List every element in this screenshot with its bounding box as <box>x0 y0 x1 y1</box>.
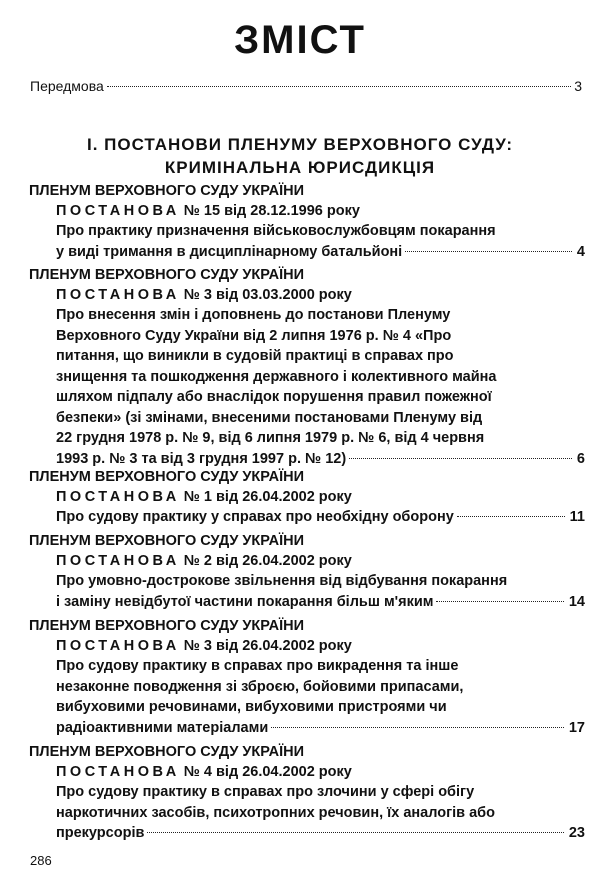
resolution-word: ПОСТАНОВА <box>56 553 180 569</box>
description-line: шляхом підпалу або внаслідок порушення правил пожежної <box>56 389 492 405</box>
description-line: вибуховими речовинами, вибуховими пристроями чи <box>56 699 447 715</box>
description-last-line <box>56 592 585 613</box>
entry-page-number: 23 <box>568 825 585 841</box>
court-name: ПЛЕНУМ ВЕРХОВНОГО СУДУ УКРАЇНИ <box>29 744 305 760</box>
description-last-line <box>56 718 585 739</box>
description-line: наркотичних засобів, психотропних речовин, їх аналогів або <box>56 804 495 821</box>
court-name: ПЛЕНУМ ВЕРХОВНОГО СУДУ УКРАЇНИ <box>29 267 305 283</box>
description-line: і заміну невідбутої частини покарання більш м'яким <box>56 593 434 610</box>
description-line: Верховного Суду України від 2 липня 1976 р. № 4 «Про <box>56 327 452 344</box>
entry-description <box>29 221 585 262</box>
resolution-word: ПОСТАНОВА <box>56 764 180 780</box>
entry-description <box>29 656 585 738</box>
entry-page-number: 6 <box>576 450 585 467</box>
description-last-line <box>56 507 585 528</box>
resolution-heading <box>29 201 585 221</box>
resolution-word: ПОСТАНОВА <box>56 287 180 303</box>
dot-leader <box>349 458 572 459</box>
entry-description <box>29 507 585 528</box>
toc-entry[interactable] <box>29 265 585 469</box>
description-line: Про умовно-дострокове звільнення від відбування покарання <box>56 573 508 589</box>
description-line: знищення та пошкодження державного і колективного майна <box>56 368 497 385</box>
description-line: Про судову практику в справах про злочини у сфері обігу <box>56 784 475 800</box>
entry-page-number: 17 <box>568 719 585 736</box>
resolution-word: ПОСТАНОВА <box>56 638 180 654</box>
description-last-line <box>56 242 585 263</box>
page-number: 286 <box>30 853 52 868</box>
dot-leader <box>457 516 565 517</box>
entry-page-number: 11 <box>569 509 585 525</box>
description-line: Про судову практику в справах про викрадення та інше <box>56 658 459 674</box>
resolution-details: № 4 від 26.04.2002 року <box>179 764 352 780</box>
description-last-line <box>56 449 585 470</box>
toc-entry[interactable] <box>29 742 585 844</box>
description-line: 1993 р. № 3 та від 3 грудня 1997 р. № 12) <box>56 450 347 467</box>
description-line: радіоактивними матеріалами <box>56 719 269 736</box>
resolution-heading <box>29 762 585 782</box>
toc-entry[interactable] <box>29 181 585 262</box>
section-heading-line1: І. ПОСТАНОВИ ПЛЕНУМУ ВЕРХОВНОГО СУДУ: <box>86 135 514 154</box>
page-title: ЗМІСТ <box>234 18 366 62</box>
description-line: прекурсорів <box>56 825 145 841</box>
dot-leader <box>405 251 572 252</box>
description-line: питання, що виникли в судовій практиці в справах про <box>56 348 454 364</box>
description-line: Про судову практику у справах про необхідну оборону <box>56 509 454 525</box>
dot-leader <box>436 601 563 602</box>
court-name: ПЛЕНУМ ВЕРХОВНОГО СУДУ УКРАЇНИ <box>29 469 305 485</box>
toc-entry[interactable] <box>29 616 585 738</box>
dot-leader <box>107 86 571 87</box>
court-name: ПЛЕНУМ ВЕРХОВНОГО СУДУ УКРАЇНИ <box>29 533 305 549</box>
resolution-heading <box>29 487 585 507</box>
section-heading-line2: КРИМІНАЛЬНА ЮРИСДИКЦІЯ <box>164 158 436 177</box>
toc-entry[interactable] <box>29 467 585 528</box>
resolution-details: № 3 від 26.04.2002 року <box>179 638 352 654</box>
dot-leader <box>147 832 563 833</box>
preface-page: 3 <box>574 78 582 94</box>
resolution-heading <box>29 285 585 305</box>
entry-page-number: 14 <box>568 593 585 610</box>
court-name: ПЛЕНУМ ВЕРХОВНОГО СУДУ УКРАЇНИ <box>29 183 305 199</box>
resolution-word: ПОСТАНОВА <box>56 489 180 505</box>
resolution-details: № 2 від 26.04.2002 року <box>179 553 352 569</box>
description-line: Про практику призначення військовослужбовцям покарання <box>56 223 496 239</box>
toc-entry[interactable] <box>29 531 585 612</box>
entry-page-number: 4 <box>576 243 585 260</box>
description-line: 22 грудня 1978 р. № 9, від 6 липня 1979 р. № 6, від 4 червня <box>56 430 485 446</box>
resolution-details: № 15 від 28.12.1996 року <box>179 203 360 219</box>
description-line: Про внесення змін і доповнень до постанови Пленуму <box>56 307 451 323</box>
section-heading <box>20 133 580 179</box>
dot-leader <box>271 727 564 728</box>
entry-description <box>29 782 585 844</box>
resolution-heading <box>29 551 585 571</box>
preface-label: Передмова <box>30 78 104 94</box>
description-line: у виді тримання в дисциплінарному батальйоні <box>56 243 403 260</box>
entry-description <box>29 305 585 469</box>
resolution-heading <box>29 636 585 656</box>
entry-description <box>29 571 585 612</box>
description-line: незаконне поводження зі зброєю, бойовими припасами, <box>56 678 464 695</box>
court-name: ПЛЕНУМ ВЕРХОВНОГО СУДУ УКРАЇНИ <box>29 618 305 634</box>
description-line: безпеки» (зі змінами, внесеними постановами Пленуму від <box>56 409 483 426</box>
preface-entry[interactable] <box>30 78 582 94</box>
resolution-details: № 3 від 03.03.2000 року <box>179 287 352 303</box>
resolution-word: ПОСТАНОВА <box>56 203 180 219</box>
description-last-line <box>56 823 585 844</box>
resolution-details: № 1 від 26.04.2002 року <box>179 489 352 505</box>
